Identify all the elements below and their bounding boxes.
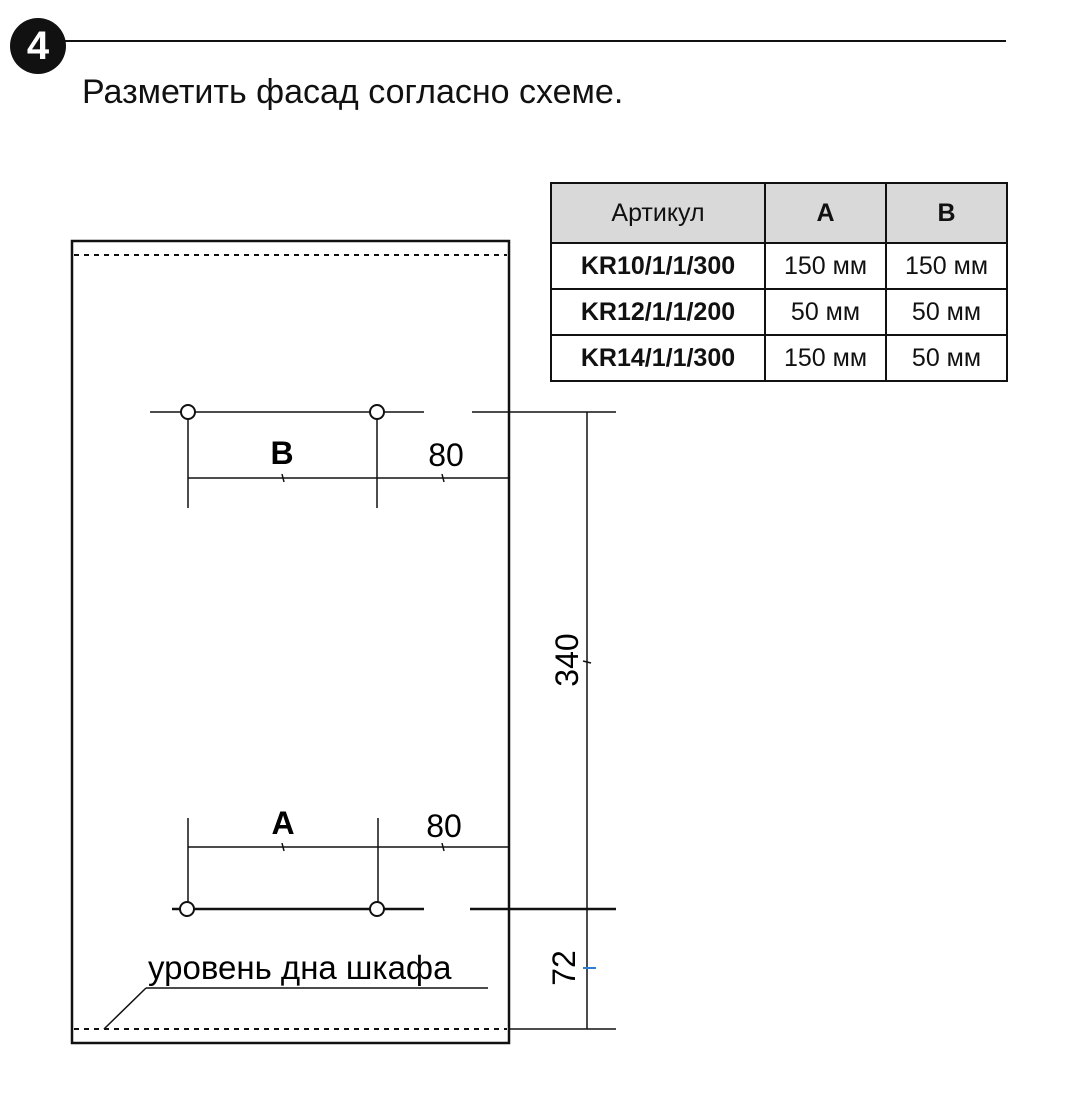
- header-article: Артикул: [551, 183, 765, 243]
- cell-article: KR14/1/1/300: [551, 335, 765, 381]
- cell-article: KR10/1/1/300: [551, 243, 765, 289]
- hole-b-right: [370, 405, 384, 419]
- dim-340: 340: [549, 633, 585, 687]
- cell-a: 150 мм: [765, 335, 886, 381]
- header-b: B: [886, 183, 1007, 243]
- hole-a-left: [180, 902, 194, 916]
- label-a: A: [271, 805, 295, 841]
- cell-a: 50 мм: [765, 289, 886, 335]
- instruction-text: Разметить фасад согласно схеме.: [82, 73, 624, 111]
- cell-article: KR12/1/1/200: [551, 289, 765, 335]
- cell-b: 150 мм: [886, 243, 1007, 289]
- dim-72: 72: [546, 950, 582, 986]
- a-dimension-tick: [282, 843, 284, 851]
- a80-dimension-tick: [442, 843, 444, 851]
- header-a: A: [765, 183, 886, 243]
- dim-a-80: 80: [426, 808, 462, 844]
- level-label-leader: [104, 988, 146, 1029]
- bottom-level-label: уровень дна шкафа: [148, 949, 452, 986]
- hole-a-right: [370, 902, 384, 916]
- facade-outline: [72, 241, 509, 1043]
- cell-b: 50 мм: [886, 335, 1007, 381]
- cell-b: 50 мм: [886, 289, 1007, 335]
- hole-b-left: [181, 405, 195, 419]
- label-b: B: [270, 435, 294, 471]
- b80-dimension-tick: [442, 474, 444, 482]
- b-dimension-tick: [282, 474, 284, 482]
- step-number: 4: [26, 23, 50, 68]
- cell-a: 150 мм: [765, 243, 886, 289]
- dim-b-80: 80: [428, 437, 464, 473]
